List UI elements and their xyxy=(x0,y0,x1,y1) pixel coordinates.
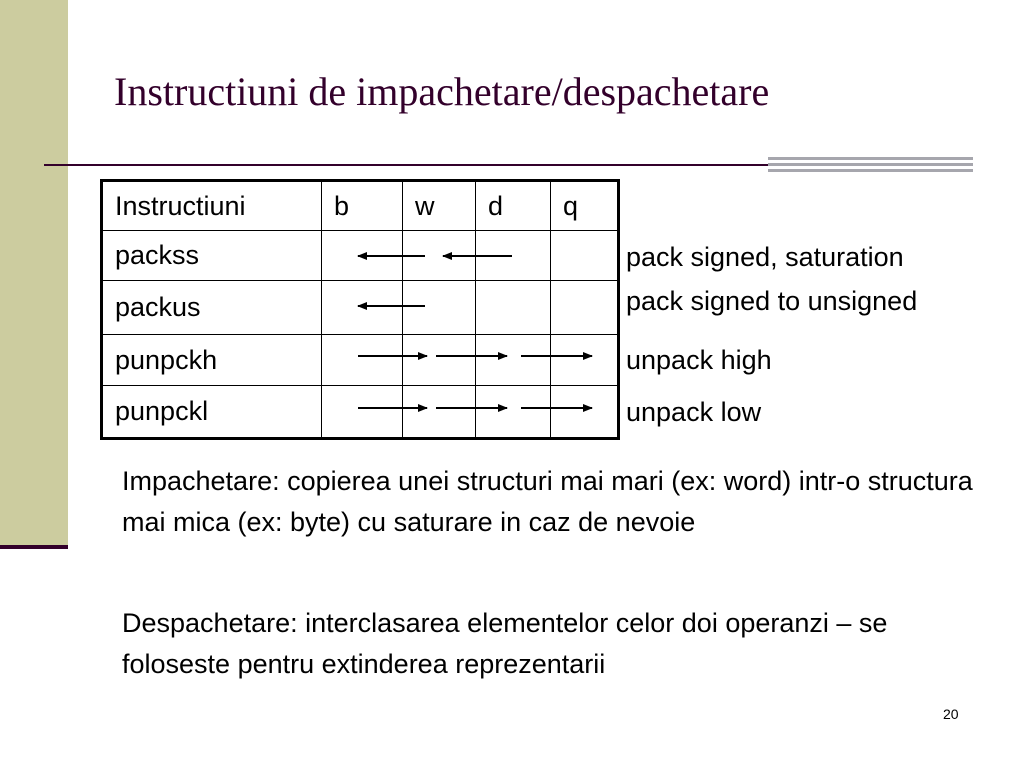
description-punpckh: unpack high xyxy=(626,345,772,375)
slide-number: 20 xyxy=(943,706,959,722)
slide-title: Instructiuni de impachetare/despachetare xyxy=(114,69,770,114)
instruction-cell: packss xyxy=(102,231,322,281)
cell-d xyxy=(476,386,551,439)
cell-q xyxy=(551,335,619,386)
cell-w xyxy=(403,335,476,386)
description-packss: pack signed, saturation xyxy=(626,242,904,272)
table-row xyxy=(102,281,619,335)
cell-b xyxy=(322,281,403,335)
header-cell-instructiuni: Instructiuni xyxy=(102,181,322,231)
header-cell-w: w xyxy=(403,181,476,231)
header-cell-d: d xyxy=(476,181,551,231)
header-cell-b: b xyxy=(322,181,403,231)
cell-d xyxy=(476,281,551,335)
paragraph-impachetare: Impachetare: copierea unei structuri mai mari (ex: word) intr-o structura mai mica (ex: byte) cu saturare in caz de nevoie xyxy=(122,466,973,537)
instructions-table xyxy=(100,179,620,440)
sidebar-decoration xyxy=(0,0,68,548)
description-packus: pack signed to unsigned xyxy=(626,286,918,316)
title-accent-bars xyxy=(768,157,973,179)
cell-w xyxy=(403,281,476,335)
cell-d xyxy=(476,335,551,386)
cell-w xyxy=(403,386,476,439)
table-header-row xyxy=(102,181,619,231)
paragraph-despachetare: Despachetare: interclasarea elementelor celor doi operanzi – se foloseste pentru extinderea reprezentarii xyxy=(122,608,888,679)
instruction-cell: punpckh xyxy=(102,335,322,386)
table-row xyxy=(102,335,619,386)
cell-d xyxy=(476,231,551,281)
instruction-cell: punpckl xyxy=(102,386,322,439)
instruction-cell: packus xyxy=(102,281,322,335)
header-cell-q: q xyxy=(551,181,619,231)
cell-w xyxy=(403,231,476,281)
table-row xyxy=(102,386,619,439)
sidebar-rule xyxy=(0,545,68,549)
cell-b xyxy=(322,231,403,281)
cell-q xyxy=(551,281,619,335)
table-row xyxy=(102,231,619,281)
cell-q xyxy=(551,386,619,439)
cell-b xyxy=(322,335,403,386)
cell-q xyxy=(551,231,619,281)
description-punpckl: unpack low xyxy=(626,397,762,427)
cell-b xyxy=(322,386,403,439)
